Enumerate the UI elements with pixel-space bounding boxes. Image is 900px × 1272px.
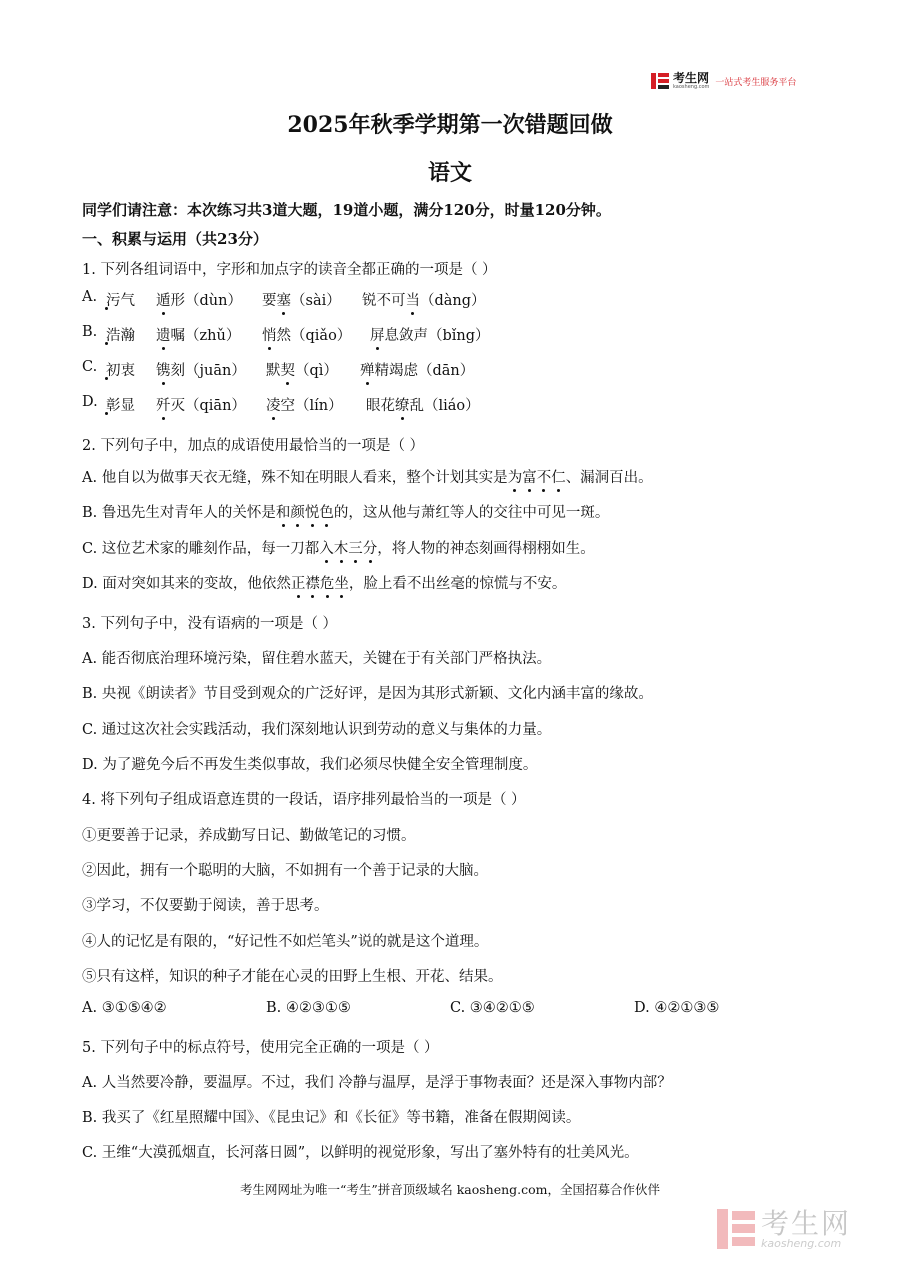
exam-notice: 同学们请注意：本次练习共3道大题，19道小题，满分120分，时量120分钟。 (82, 201, 611, 219)
word-item: 镌刻（juān） (156, 359, 246, 380)
question-4-sentence-4: ④人的记忆是有限的，“好记性不如烂笔头”说的就是这个道理。 (82, 934, 489, 950)
kaosheng-watermark-icon (717, 1209, 755, 1249)
page-title: 2025年秋季学期第一次错题回做 (287, 112, 613, 138)
watermark-text (761, 1206, 852, 1250)
question-3-option-b: B. 央视《朗读者》节目受到观众的广泛好评，是因为其形式新颖、文化内涵丰富的缘故。 (82, 686, 653, 702)
question-4-sentence-1: ①更要善于记录，养成勤写日记、勤做笔记的习惯。 (82, 828, 416, 844)
word-item: 浩瀚 (106, 328, 135, 344)
option-letter: B. (82, 324, 98, 340)
word-item: 歼灭（qiān） (156, 394, 246, 415)
question-4-sentence-3: ③学习，不仅要勤于阅读，善于思考。 (82, 898, 329, 914)
word-item: 默契（qì） (266, 359, 338, 380)
brand-slogan: 一站式考生服务平台 (715, 77, 797, 88)
watermark (717, 1206, 852, 1250)
question-2-option-d: D. 面对突如其来的变故，他依然正襟危坐，脸上看不出丝毫的惊慌与不安。 (82, 572, 566, 593)
word-item: 要塞（sài） (262, 289, 341, 310)
question-2-option-b: B. 鲁迅先生对青年人的关怀是和颜悦色的，这从他与萧红等人的交往中可见一斑。 (82, 501, 609, 522)
question-4-stem: 4. 将下列句子组成语意连贯的一段话，语序排列最恰当的一项是（ ） (82, 792, 526, 808)
word-item: 锐不可当（dàng） (362, 289, 486, 310)
option-letter: A. (82, 289, 98, 305)
option-letter: C. (82, 359, 98, 375)
word-item: 殚精竭虑（dān） (360, 359, 474, 380)
question-4-option-b: B. ④②③①⑤ (266, 1000, 351, 1016)
dotted-idiom: 和颜悦色 (276, 505, 334, 521)
section-title: 一、积累与运用（共23分） (82, 230, 268, 248)
kaosheng-logo-icon (651, 72, 669, 90)
brand-name (673, 72, 709, 90)
word-item: 屏息敛声（bǐng） (370, 324, 490, 345)
question-3-option-d: D. 为了避免今后不再发生类似事故，我们必须尽快健全安全管理制度。 (82, 757, 538, 773)
word-item: 初衷 (106, 363, 135, 379)
dotted-idiom: 正襟危坐 (291, 576, 349, 592)
word-item: 遁形（dùn） (156, 289, 242, 310)
question-1-stem: 1. 下列各组词语中，字形和加点字的读音全都正确的一项是（ ） (82, 262, 497, 278)
question-4-sentence-2: ②因此，拥有一个聪明的大脑，不如拥有一个善于记录的大脑。 (82, 863, 488, 879)
brand-logo (651, 70, 796, 92)
question-4-option-c: C. ③④②①⑤ (450, 1000, 535, 1016)
watermark-en: kaosheng.com (761, 1236, 842, 1250)
word-item: 彰显 (106, 398, 135, 414)
watermark-cn: 考生网 (761, 1206, 852, 1240)
question-2-option-a: A. 他自以为做事天衣无缝，殊不知在明眼人看来，整个计划其实是为富不仁、漏洞百出。 (82, 466, 653, 487)
question-4-option-d: D. ④②①③⑤ (634, 1000, 720, 1016)
question-4-sentence-5: ⑤只有这样，知识的种子才能在心灵的田野上生根、开花、结果。 (82, 969, 503, 985)
question-5-option-b: B. 我买了《红星照耀中国》、《昆虫记》和《长征》等书籍，准备在假期阅读。 (82, 1110, 581, 1126)
word-item: 悄然（qiǎo） (262, 324, 351, 345)
subject-title: 语文 (427, 160, 472, 186)
dotted-idiom: 为富不仁 (508, 470, 566, 486)
question-2-stem: 2. 下列句子中，加点的成语使用最恰当的一项是（ ） (82, 438, 425, 454)
word-item: 污气 (106, 293, 135, 309)
question-3-stem: 3. 下列句子中，没有语病的一项是（ ） (82, 616, 338, 632)
question-5-option-c: C. 王维“大漠孤烟直，长河落日圆”，以鲜明的视觉形象，写出了塞外特有的壮美风光。 (82, 1145, 639, 1161)
question-5-option-a: A. 人当然要冷静，要温厚。不过，我们 冷静与温厚，是浮于事物表面？还是深入事物内部？ (82, 1075, 672, 1091)
word-item: 遗嘱（zhǔ） (156, 324, 240, 345)
word-item: 眼花缭乱（liáo） (366, 394, 480, 415)
option-letter: D. (82, 394, 98, 410)
question-2-option-c: C. 这位艺术家的雕刻作品，每一刀都入木三分，将人物的神态刻画得栩栩如生。 (82, 537, 595, 558)
question-4-option-a: A. ③①⑤④② (82, 1000, 167, 1016)
brand-name-en: kaosheng.com (673, 84, 710, 90)
question-3-option-c: C. 通过这次社会实践活动，我们深刻地认识到劳动的意义与集体的力量。 (82, 722, 552, 738)
question-5-stem: 5. 下列句子中的标点符号，使用完全正确的一项是（ ） (82, 1040, 439, 1056)
question-3-option-a: A. 能否彻底治理环境污染，留住碧水蓝天，关键在于有关部门严格执法。 (82, 651, 552, 667)
brand-name-cn: 考生网 (673, 71, 710, 85)
word-item: 凌空（lín） (266, 394, 343, 415)
footer-note: 考生网网址为唯一“考生”拼音顶级域名 kaosheng.com，全国招募合作伙伴 (239, 1182, 661, 1197)
dotted-idiom: 入木三分 (319, 541, 377, 557)
